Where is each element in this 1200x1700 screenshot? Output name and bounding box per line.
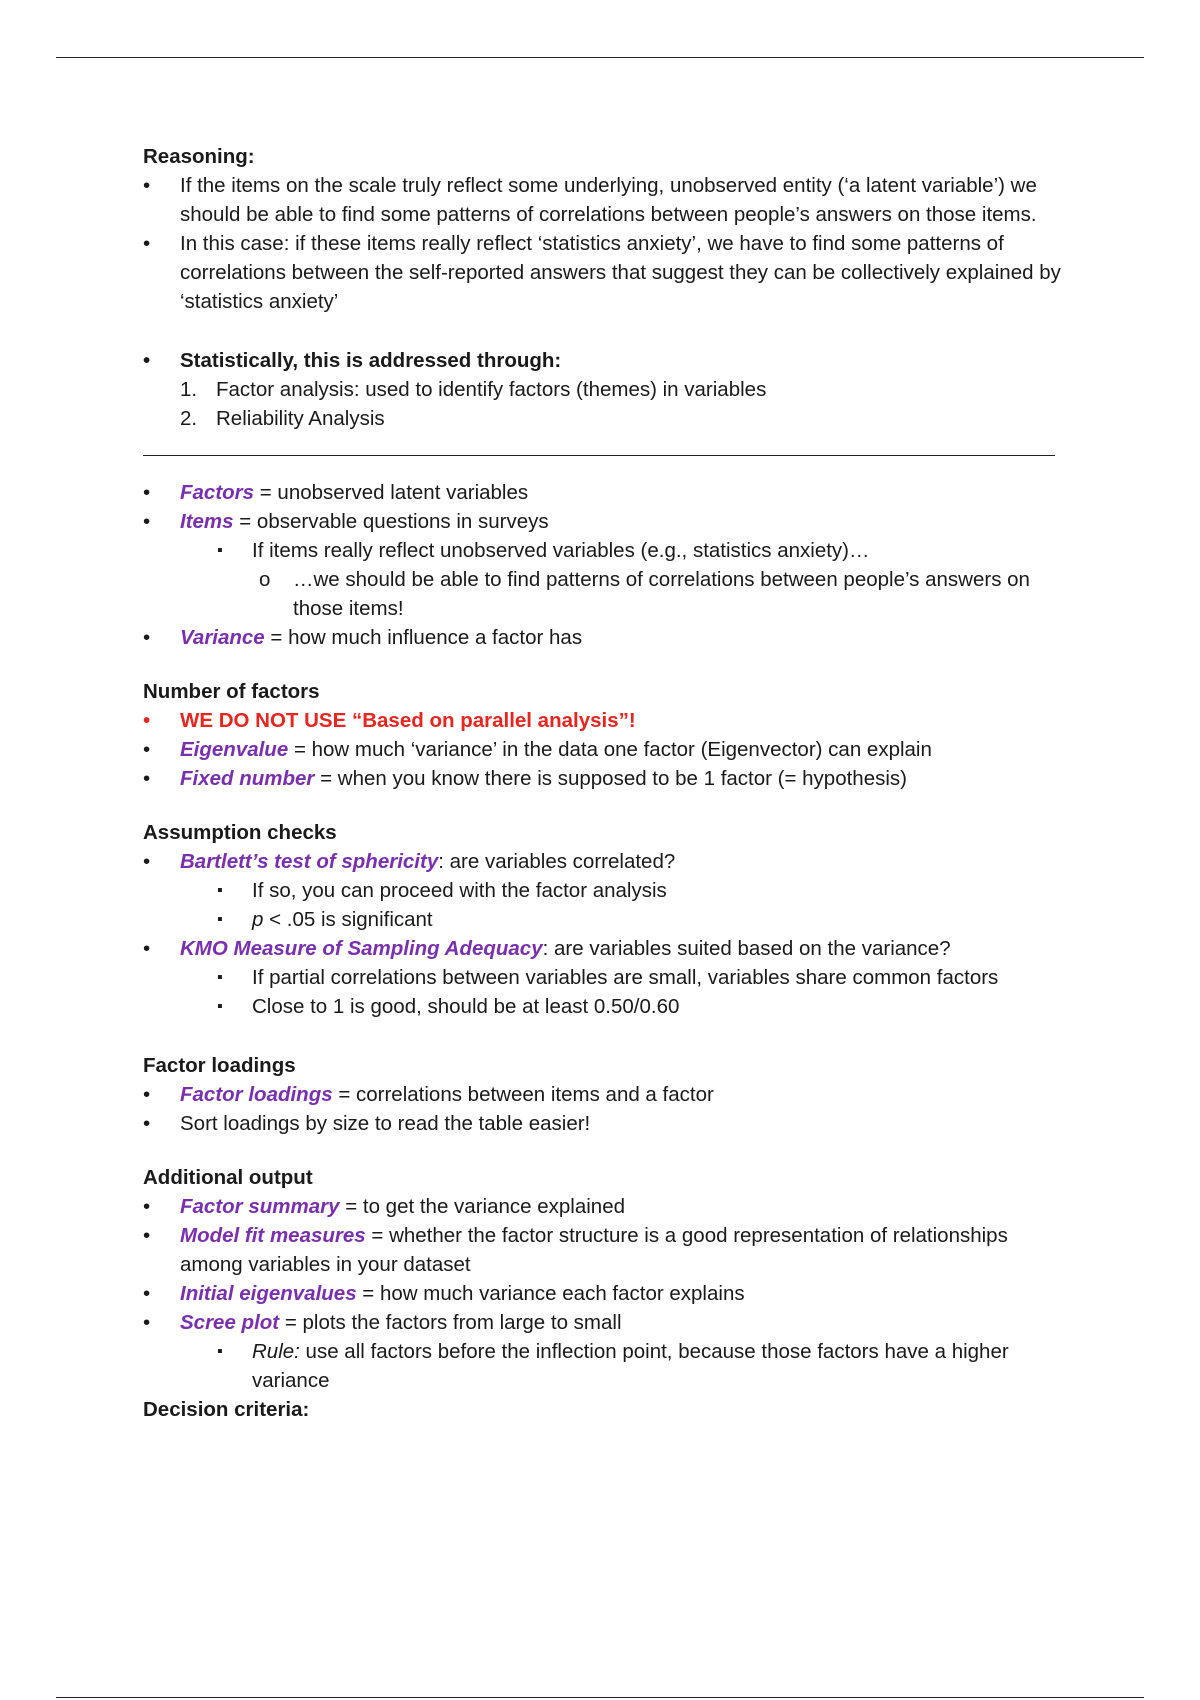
assumption-checks-heading: Assumption checks xyxy=(143,821,337,844)
definition-text: : are variables correlated? xyxy=(438,850,676,873)
numbered-item xyxy=(143,375,1063,404)
list-number: 2. xyxy=(180,407,198,430)
definition-factor-loadings xyxy=(143,1080,1063,1109)
p-symbol: p xyxy=(252,908,264,931)
list-text: < .05 is significant xyxy=(263,908,433,931)
definition-kmo xyxy=(143,934,1063,963)
list-text: …we should be able to find patterns of correlations between people’s answers on those items! xyxy=(293,568,1030,620)
list-text: use all factors before the inflection point, because those factors have a higher variance xyxy=(252,1340,1009,1392)
definition-fixed-number xyxy=(143,764,1063,793)
term: Factor loadings xyxy=(180,1083,333,1106)
factor-loadings-heading: Factor loadings xyxy=(143,1054,296,1077)
definition-text: = correlations between items and a factor xyxy=(332,1083,714,1106)
definition-text: = observable questions in surveys xyxy=(233,510,549,533)
definition-text: = to get the variance explained xyxy=(339,1195,626,1218)
list-item: • In this case: if these items really reflect ‘statistics anxiety’, we have to find some patterns of correlations between the self-reported answers that suggest they can be collectively explained by ‘statistics anxiety’ xyxy=(143,229,1063,316)
definition-text: : are variables suited based on the variance? xyxy=(542,937,951,960)
definition-text: = unobserved latent variables xyxy=(254,481,529,504)
term: Bartlett’s test of sphericity xyxy=(180,850,439,873)
definition-model-fit xyxy=(143,1221,1063,1279)
sub-list-item: ▪ If so, you can proceed with the factor analysis xyxy=(143,876,1063,905)
sub-list-item xyxy=(143,1337,1063,1395)
term: Scree plot xyxy=(180,1311,280,1334)
warning-item: • WE DO NOT USE “Based on parallel analysis”! xyxy=(143,706,1063,735)
document-page xyxy=(143,142,1063,1424)
definition-text: = how much ‘variance’ in the data one factor (Eigenvector) can explain xyxy=(288,738,932,761)
number-of-factors-heading: Number of factors xyxy=(143,680,320,703)
definition-bartlett xyxy=(143,847,1063,876)
sub-list-item: ▪ If items really reflect unobserved variables (e.g., statistics anxiety)… xyxy=(143,536,1063,565)
numbered-item xyxy=(143,404,1063,433)
definition-scree-plot xyxy=(143,1308,1063,1337)
term: Eigenvalue xyxy=(180,738,289,761)
term: Factors xyxy=(180,481,255,504)
term: Variance xyxy=(180,626,265,649)
term: Factor summary xyxy=(180,1195,340,1218)
top-rule xyxy=(56,57,1144,58)
list-marker: o xyxy=(259,568,271,591)
definition-variance xyxy=(143,623,1063,652)
list-text: Factor analysis: used to identify factors (themes) in variables xyxy=(216,378,767,401)
term: Model fit measures xyxy=(180,1224,366,1247)
sub-list-item: ▪ If partial correlations between variables are small, variables share common factors xyxy=(143,963,1063,992)
definition-text: = how much variance each factor explains xyxy=(356,1282,745,1305)
list-item: • Statistically, this is addressed through: xyxy=(143,346,1063,375)
list-item: • If the items on the scale truly reflect some underlying, unobserved entity (‘a latent variable’) we should be able to find some patterns of correlations between people’s answers on those items. xyxy=(143,171,1063,229)
list-item: • Sort loadings by size to read the table easier! xyxy=(143,1109,1063,1138)
decision-criteria-heading: Decision criteria: xyxy=(143,1398,310,1421)
sub-sub-list-item xyxy=(143,565,1063,623)
section-divider xyxy=(143,455,1055,456)
bottom-rule xyxy=(56,1697,1144,1698)
reasoning-heading: Reasoning: xyxy=(143,145,255,168)
definition-text: = whether the factor structure is a good representation of relationships among variables in your dataset xyxy=(180,1224,1008,1276)
list-number: 1. xyxy=(180,378,198,401)
sub-list-item xyxy=(143,905,1063,934)
definition-factors xyxy=(143,478,1063,507)
definition-eigenvalue xyxy=(143,735,1063,764)
term: Initial eigenvalues xyxy=(180,1282,357,1305)
additional-output-heading: Additional output xyxy=(143,1166,313,1189)
definition-text: = when you know there is supposed to be 1 factor (= hypothesis) xyxy=(314,767,907,790)
term: KMO Measure of Sampling Adequacy xyxy=(180,937,543,960)
definition-initial-eigenvalues xyxy=(143,1279,1063,1308)
rule-label: Rule: xyxy=(252,1340,300,1363)
definition-factor-summary xyxy=(143,1192,1063,1221)
definition-text: = how much influence a factor has xyxy=(264,626,583,649)
definition-items xyxy=(143,507,1063,536)
definition-text: = plots the factors from large to small xyxy=(279,1311,622,1334)
term: Items xyxy=(180,510,234,533)
list-text: Reliability Analysis xyxy=(216,407,385,430)
term: Fixed number xyxy=(180,767,315,790)
sub-list-item: ▪ Close to 1 is good, should be at least 0.50/0.60 xyxy=(143,992,1063,1021)
